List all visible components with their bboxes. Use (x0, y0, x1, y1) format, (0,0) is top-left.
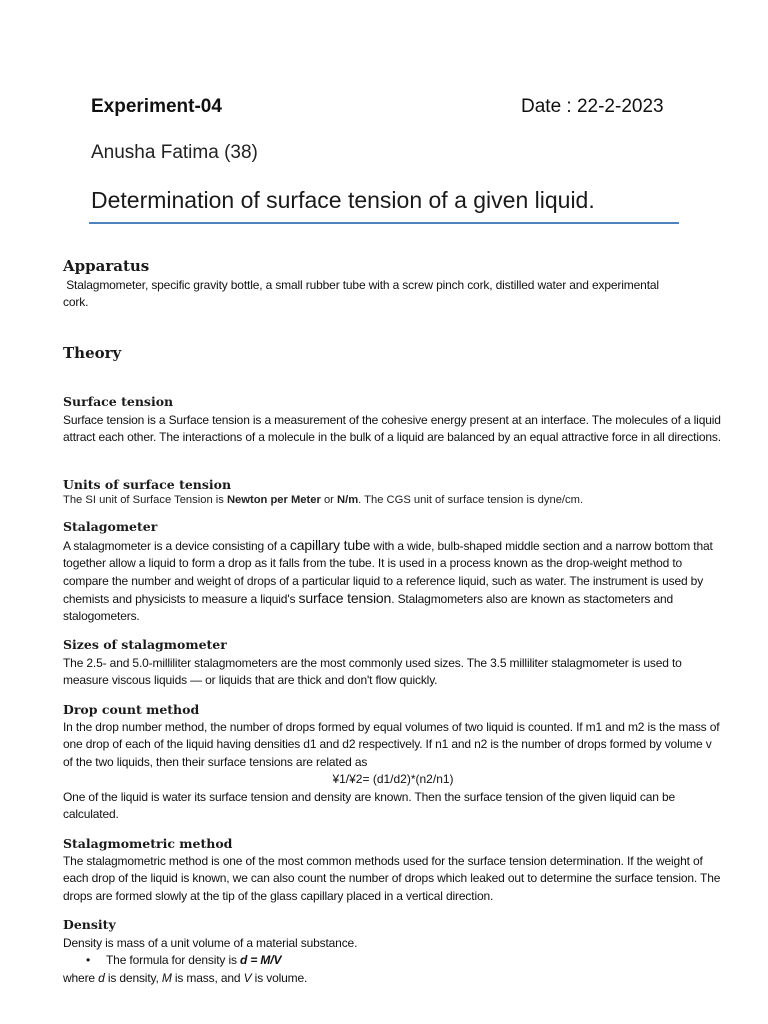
title-underline (89, 222, 679, 224)
apparatus-text: Stalagmometer, specific gravity bottle, a small rubber tube with a screw pinch cork, distilled water and experimental cork. (63, 278, 659, 310)
density-formula: d = M/V (240, 953, 282, 967)
density-heading: Density (63, 917, 116, 932)
drop-count-heading: Drop count method (63, 702, 200, 717)
author-name: Anusha Fatima (38) (91, 142, 258, 163)
page-title: Determination of surface tension of a given liquid. (91, 187, 595, 213)
experiment-title: Experiment-04 (91, 96, 222, 117)
sizes-heading: Sizes of stalagmometer (63, 637, 227, 652)
density-where: where d is density, M is mass, and V is volume. (63, 971, 308, 985)
apparatus-heading: Apparatus (63, 257, 150, 275)
stalagmometric-text: The stalagmometric method is one of the most common methods used for the surface tension determination. If the weight of each drop of the liquid is known, we can also count the number of drops which leaked out to determine the surface tension. The drops are formed slowly at the tip of the glass capillary placed in a vertical direction. (63, 854, 721, 903)
surface-tension-term: surface tension (298, 589, 392, 606)
density-text: Density is mass of a unit volume of a material substance. (63, 936, 358, 950)
sizes-text: The 2.5- and 5.0-milliliter stalagmometers are the most commonly used sizes. The 3.5 milliliter stalagmometer is used to measure viscous liquids — or liquids that are thick and don't flow quickly. (63, 656, 682, 688)
drop-count-conclusion: One of the liquid is water its surface tension and density are known. Then the surface tension of the given liquid can be calculated. (63, 790, 676, 822)
capillary-tube-term: capillary tube (289, 537, 371, 553)
units-text: The SI unit of Surface Tension is Newton per Meter or N/m. The CGS unit of surface tension is dyne/cm. (63, 494, 584, 506)
surface-tension-heading: Surface tension (63, 394, 174, 409)
bullet-icon: • (85, 953, 91, 967)
surface-tension-text: Surface tension is a Surface tension is a measurement of the cohesive energy present at an interface. The molecules of a liquid attract each other. The interactions of a molecule in the bulk of a liquid are balanced by an equal attractive force in all directions. (63, 413, 721, 445)
surface-tension-formula: ¥1/¥2= (d1/d2)*(n2/n1) (332, 772, 454, 786)
theory-heading: Theory (63, 344, 122, 362)
density-bullet: • The formula for density is d = M/V (70, 952, 710, 969)
drop-count-text: In the drop number method, the number of drops formed by equal volumes of two liquid is counted. If m1 and m2 is the mass of one drop of each of the liquid having densities d1 and d2 respectively. If n1 and n2 is the number of drops formed by volume v of the two liquids, then their surface tensions are related as (63, 720, 720, 769)
stalagmometric-heading: Stalagmometric method (63, 836, 233, 851)
stalagometer-heading: Stalagometer (63, 519, 158, 534)
experiment-date: Date : 22-2-2023 (521, 96, 664, 117)
stalagometer-text: A stalagmometer is a device consisting of a capillary tube with a wide, bulb-shaped middle section and a narrow bottom that together allow a liquid to form a drop as it falls from the tube. It is used in a process known as the drop-weight method to compare the number and weight of drops of a particular liquid to a reference liquid, such as water. The instrument is used by chemists and physicists to measure a liquid's surface tension. Stalagmometers also are known as stactometers and stalogometers. (63, 537, 713, 624)
units-heading: Units of surface tension (63, 477, 232, 492)
